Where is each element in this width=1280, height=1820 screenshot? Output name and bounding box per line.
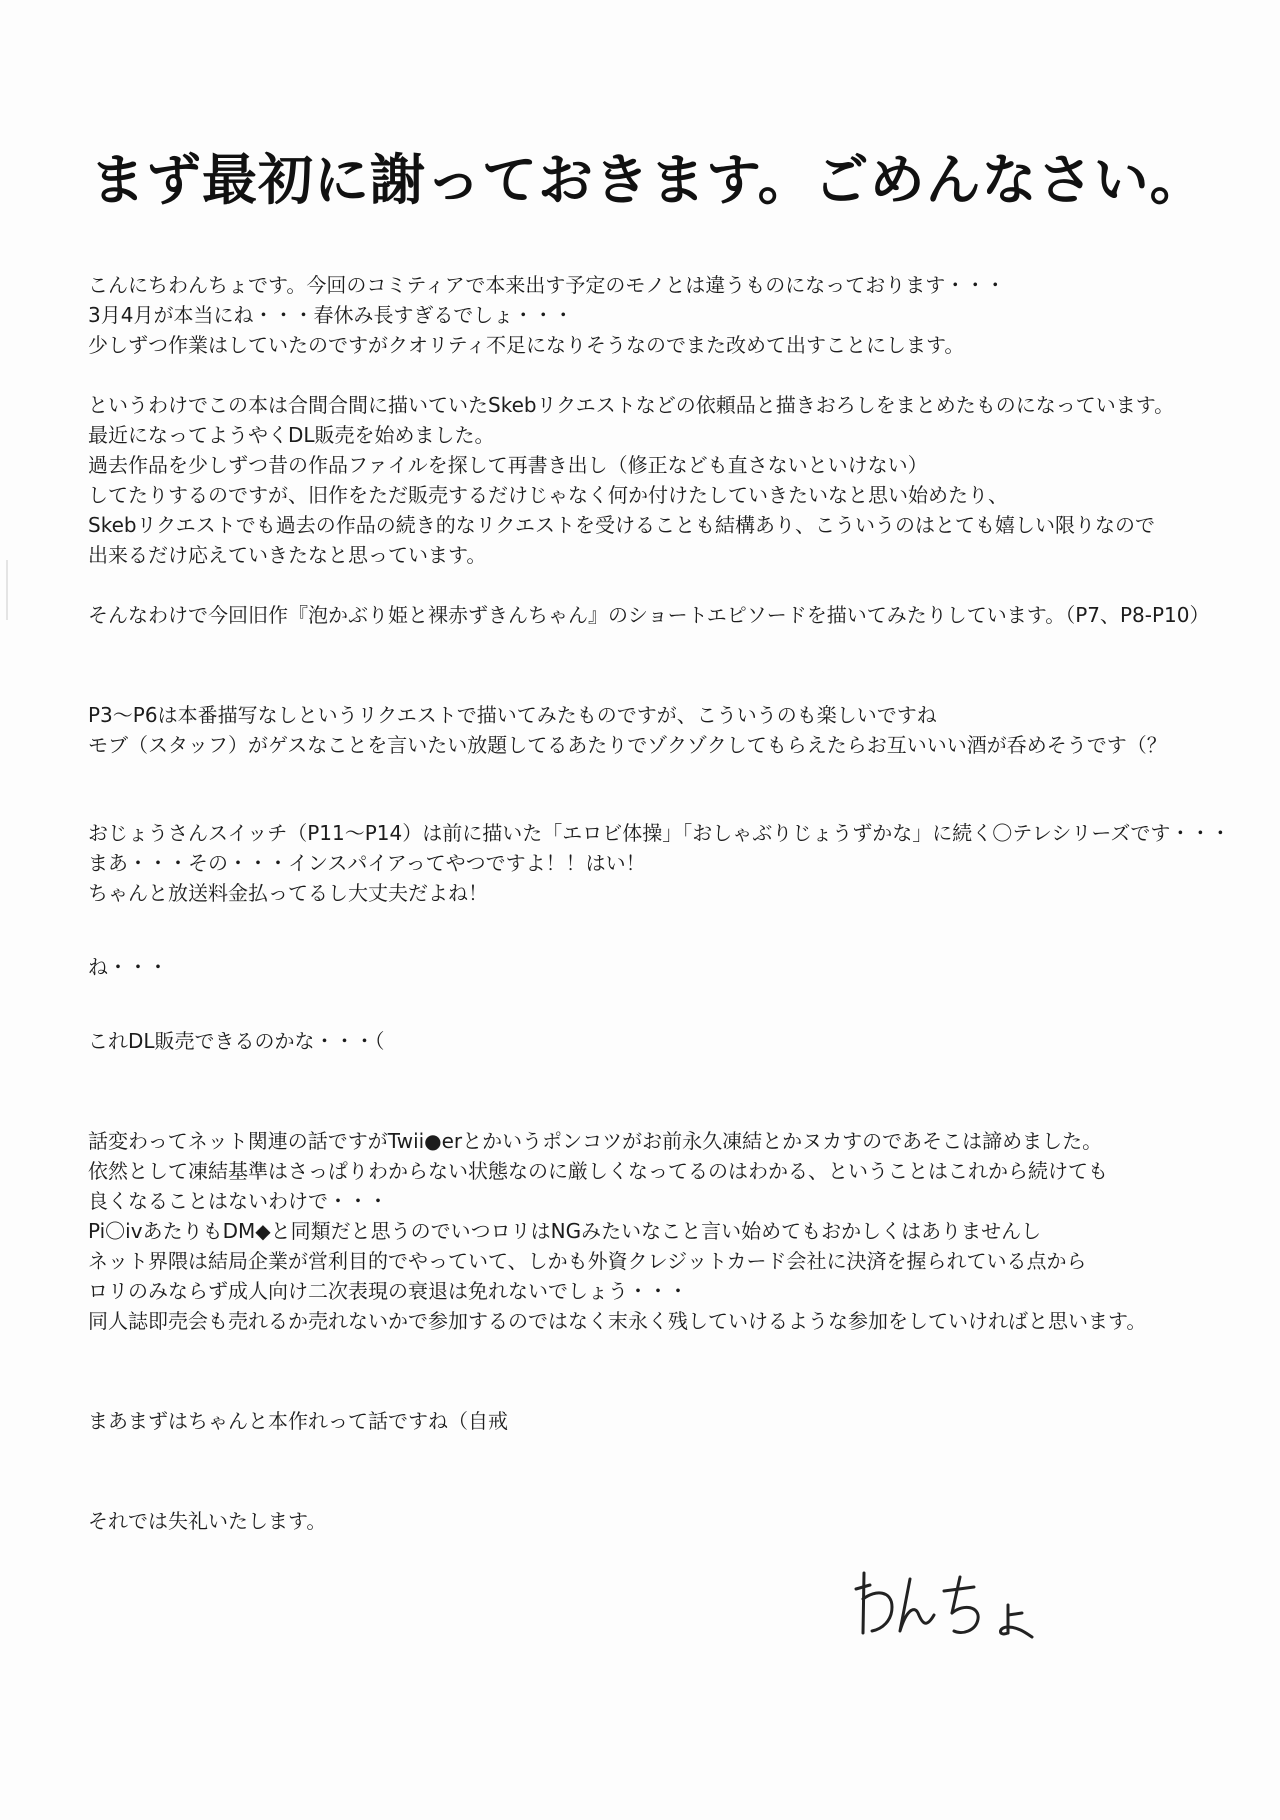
paragraph-closing <box>88 1506 1208 1536</box>
paragraph-intro <box>88 270 1208 360</box>
text-line: 良くなることはないわけで・・・ <box>88 1189 388 1213</box>
paragraph-dl-question <box>88 1026 1208 1056</box>
text-line: モブ（スタッフ）がゲスなことを言いたい放題してるあたりでゾクゾクしてもらえたらお互いいい酒が呑めそうです（？ <box>88 733 1167 757</box>
text-line: 同人誌即売会も売れるか売れないかで参加するのではなく末永く残していけるような参加をしていければと思います。 <box>88 1309 1147 1333</box>
text-line: というわけでこの本は合間合間に描いていたSkebリクエストなどの依頼品と描きおろしをまとめたものになっています。 <box>88 393 1175 417</box>
text-line: まあまずはちゃんと本作れって話ですね（自戒 <box>88 1409 508 1433</box>
paragraph-self-reflection <box>88 1406 1208 1436</box>
text-line: してたりするのですが、旧作をただ販売するだけじゃなく何か付けたしていきたいなと思い始めたり、 <box>88 483 1008 507</box>
paragraph-short-episode <box>88 600 1208 630</box>
handwritten-signature <box>848 1555 1048 1645</box>
text-line: こんにちわんちょです。今回のコミティアで本来出す予定のモノとは違うものになっております・・・ <box>88 273 1006 297</box>
scan-edge-mark <box>6 560 8 620</box>
paragraph-dl-sales <box>88 390 1208 570</box>
text-line: 最近になってようやくDL販売を始めました。 <box>88 423 495 447</box>
page-title: まず最初に謝っておきます。ごめんなさい。 <box>90 148 1206 212</box>
document-body <box>88 270 1231 1536</box>
text-line: まあ・・・その・・・インスパイアってやつですよ！！はい！ <box>88 851 646 875</box>
paragraph-internet <box>88 1126 1208 1336</box>
text-line: ロリのみならず成人向け二次表現の衰退は免れないでしょう・・・ <box>88 1279 688 1303</box>
text-line: 3月4月が本当にね・・・春休み長すぎるでしょ・・・ <box>88 303 574 327</box>
text-line: それでは失礼いたします。 <box>88 1509 327 1533</box>
text-line: Skebリクエストでも過去の作品の続き的なリクエストを受けることも結構あり、こういうのはとても嬉しい限りなので <box>88 513 1155 537</box>
text-line: ネット界隈は結局企業が営利目的でやっていて、しかも外資クレジットカード会社に決済を握られている点から <box>88 1249 1087 1273</box>
text-line: そんなわけで今回旧作『泡かぶり姫と裸赤ずきんちゃん』のショートエピソードを描いてみたりしています。（P7、P8-P10） <box>88 603 1210 627</box>
text-line: ね・・・ <box>88 955 168 979</box>
text-line: これDL販売できるのかな・・・（ <box>88 1029 385 1053</box>
paragraph-ne <box>88 952 1208 982</box>
text-line: Pi〇ivあたりもDM◆と同類だと思うのでいつロリはNGみたいなこと言い始めてもおかしくはありませんし <box>88 1219 1042 1243</box>
text-line: 出来るだけ応えていきたなと思っています。 <box>88 543 487 567</box>
text-line: P3～P6は本番描写なしというリクエストで描いてみたものですが、こういうのも楽しいですね <box>88 703 937 727</box>
text-line: 過去作品を少しずつ昔の作品ファイルを探して再書き出し（修正なども直さないといけない） <box>88 453 928 477</box>
text-line: ちゃんと放送料金払ってるし大丈夫だよね！ <box>88 881 488 905</box>
paragraph-request <box>88 700 1208 760</box>
text-line: 話変わってネット関連の話ですがTwii●erとかいうポンコツがお前永久凍結とかヌカすのであそこは諦めました。 <box>88 1129 1103 1153</box>
paragraph-switch-series <box>88 818 1231 908</box>
text-line: おじょうさんスイッチ（P11～P14）は前に描いた「エロビ体操」「おしゃぶりじょうずかな」に続く〇テレシリーズです・・・ <box>88 821 1231 845</box>
text-line: 少しずつ作業はしていたのですがクオリティ不足になりそうなのでまた改めて出すことにします。 <box>88 333 965 357</box>
text-line: 依然として凍結基準はさっぱりわからない状態なのに厳しくなってるのはわかる、ということはこれから続けても <box>88 1159 1108 1183</box>
